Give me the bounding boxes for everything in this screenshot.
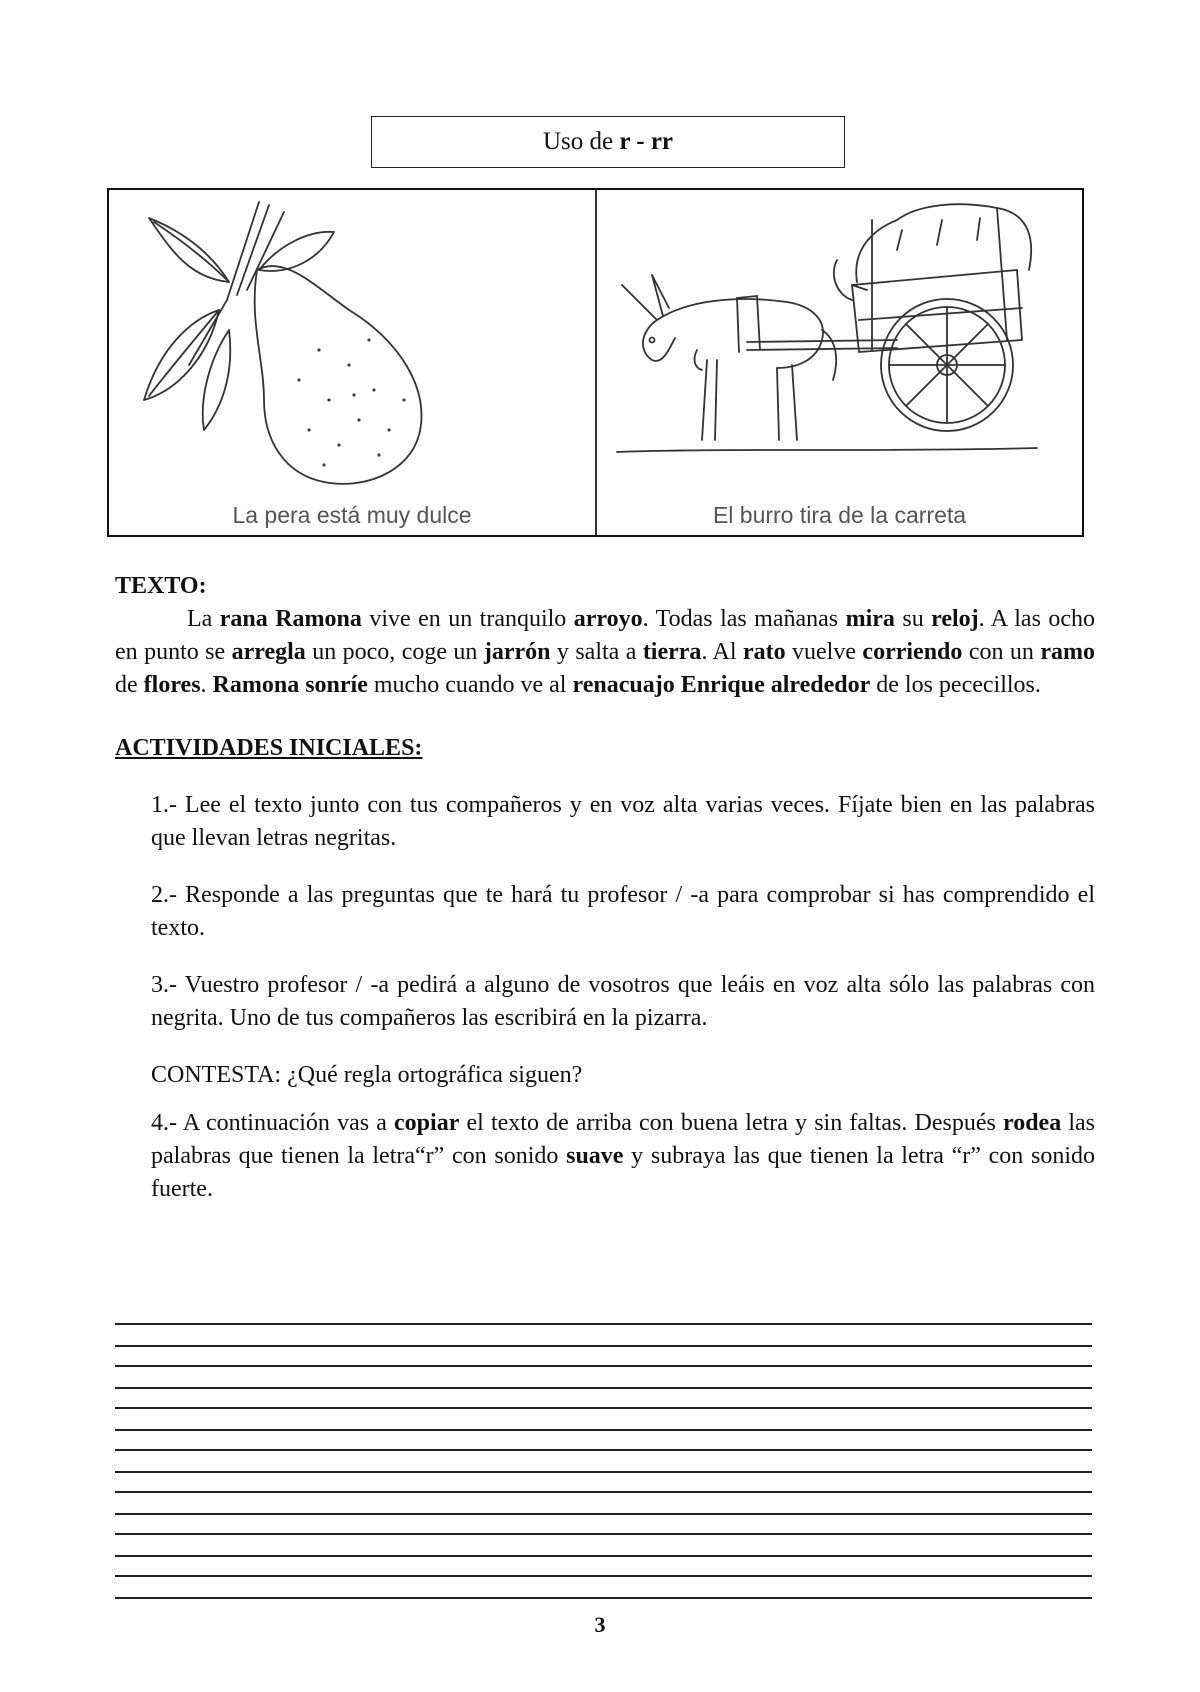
activity-4 xyxy=(151,1107,1095,1206)
bold-word: jarrón xyxy=(483,639,551,665)
bold-word: copiar xyxy=(394,1110,460,1136)
bold-word: renacuajo Enrique alrededor xyxy=(572,672,871,698)
page-number: 3 xyxy=(594,1612,606,1637)
activity-1: 1.- Lee el texto junto con tus compañeros y en voz alta varias veces. Fíjate bien en las palabras que llevan letras negritas. xyxy=(151,792,1095,851)
activity-2: 2.- Responde a las preguntas que te hará tu profesor / -a para comprobar si has comprendido el texto. xyxy=(151,882,1095,941)
bold-word: suave xyxy=(566,1143,624,1169)
writing-line[interactable] xyxy=(115,1431,1092,1451)
bold-word: arregla xyxy=(231,639,306,665)
texto-paragraph xyxy=(115,603,1095,702)
title-prefix: Uso de xyxy=(542,128,614,155)
donkey-cart-drawing xyxy=(597,190,1083,490)
bold-word: rodea xyxy=(1002,1110,1062,1136)
text-run: La xyxy=(187,606,220,632)
writing-line[interactable] xyxy=(115,1493,1092,1515)
text-run: vive en un tranquilo xyxy=(361,606,574,632)
text-run: su xyxy=(894,606,932,632)
text-run: las palabras que tienen la letra“r” con sonido xyxy=(151,1110,1095,1169)
writing-line[interactable] xyxy=(115,1389,1092,1409)
activities-list xyxy=(115,789,1095,1206)
text-run: con un xyxy=(962,639,1041,665)
pear-panel xyxy=(109,190,597,535)
text-run: . A las ocho en punto se xyxy=(115,606,1096,665)
writing-line[interactable] xyxy=(115,1347,1092,1367)
text-run: y subraya las que tienen la letra “r” con sonido fuerte. xyxy=(151,1143,1096,1202)
bold-word: reloj xyxy=(931,606,979,632)
writing-line[interactable] xyxy=(115,1325,1092,1347)
text-run: mucho cuando ve al xyxy=(367,672,573,698)
text-run: de los pececillos. xyxy=(870,672,1041,698)
bold-word: corriendo xyxy=(862,639,963,665)
text-run: . Al xyxy=(701,639,743,665)
bold-word: Ramona sonríe xyxy=(212,672,368,698)
text-run: 4.- A continuación vas a xyxy=(151,1110,395,1136)
activity-3: 3.- Vuestro profesor / -a pedirá a alguno de vosotros que leáis en voz alta sólo las palabras con negrita. Uno de tus compañeros las escribirá en la pizarra. xyxy=(151,972,1095,1031)
bold-word: arroyo xyxy=(573,606,643,632)
text-run: un poco, coge un xyxy=(305,639,484,665)
text-run: de xyxy=(115,672,144,698)
bold-word: ramo xyxy=(1040,639,1095,665)
bold-word: tierra xyxy=(642,639,702,665)
text-run: . xyxy=(200,672,213,698)
writing-line[interactable] xyxy=(115,1305,1092,1325)
actividades-heading: ACTIVIDADES INICIALES: xyxy=(115,735,423,761)
bold-word: flores xyxy=(143,672,201,698)
worksheet-title xyxy=(371,116,845,168)
writing-line[interactable] xyxy=(115,1451,1092,1473)
donkey-caption: El burro tira de la carreta xyxy=(712,502,967,528)
text-run: el texto de arriba con buena letra y sin faltas. Después xyxy=(459,1110,1003,1136)
writing-line[interactable] xyxy=(115,1515,1092,1535)
donkey-cart-panel xyxy=(597,190,1082,535)
writing-lines xyxy=(115,1305,1092,1599)
text-run: y salta a xyxy=(550,639,643,665)
illustration-frame xyxy=(107,188,1084,537)
pear-drawing xyxy=(109,190,595,490)
question-prompt: CONTESTA: ¿Qué regla ortográfica siguen? xyxy=(151,1062,583,1088)
bold-word: mira xyxy=(845,606,895,632)
writing-line[interactable] xyxy=(115,1577,1092,1599)
pear-caption: La pera está muy dulce xyxy=(232,502,472,528)
bold-word: rana Ramona xyxy=(219,606,362,632)
writing-line[interactable] xyxy=(115,1367,1092,1389)
text-run: vuelve xyxy=(785,639,863,665)
bold-word: rato xyxy=(742,639,786,665)
text-run: . Todas las mañanas xyxy=(642,606,846,632)
writing-line[interactable] xyxy=(115,1473,1092,1493)
writing-line[interactable] xyxy=(115,1557,1092,1577)
writing-line[interactable] xyxy=(115,1409,1092,1431)
title-bold: r - rr xyxy=(619,128,674,155)
worksheet-content xyxy=(115,570,1095,1230)
writing-line[interactable] xyxy=(115,1535,1092,1557)
texto-heading: TEXTO: xyxy=(115,573,207,599)
